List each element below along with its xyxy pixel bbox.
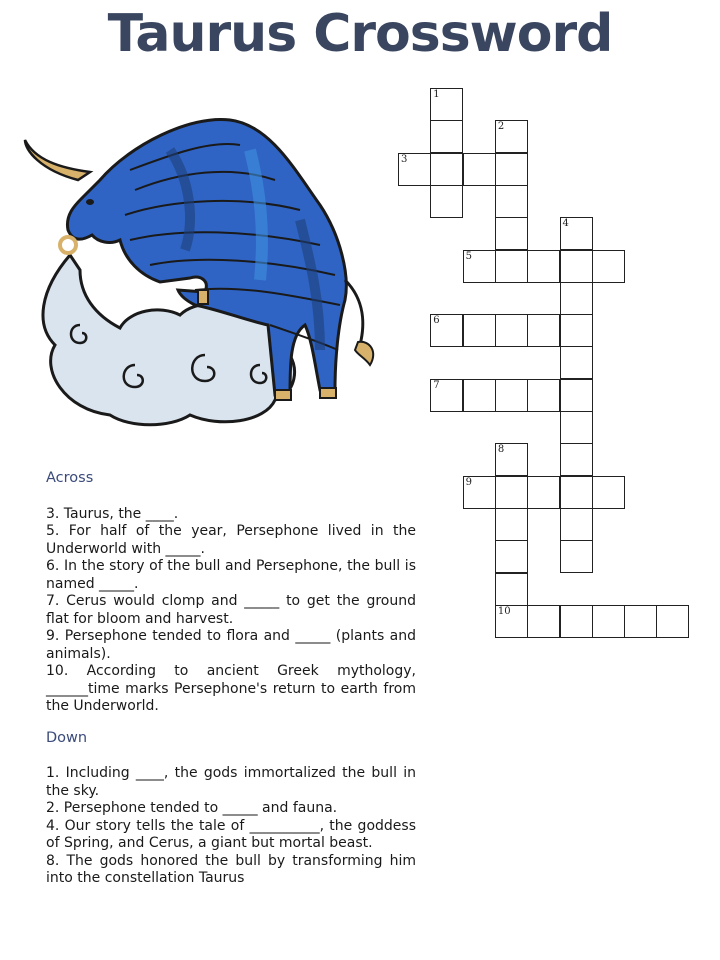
across-clue-5: 5. For half of the year, Persephone lived in the Underworld with _____. bbox=[46, 523, 416, 557]
crossword-cell[interactable] bbox=[624, 605, 657, 638]
crossword-cell[interactable] bbox=[463, 314, 496, 347]
crossword-cell[interactable] bbox=[527, 250, 560, 283]
clues-panel bbox=[46, 470, 416, 888]
down-clue-2: 2. Persephone tended to _____ and fauna. bbox=[46, 800, 338, 816]
crossword-cell[interactable] bbox=[463, 379, 496, 412]
crossword-cell[interactable] bbox=[656, 605, 689, 638]
clue-number: 5 bbox=[465, 250, 472, 262]
crossword-cell[interactable] bbox=[495, 573, 528, 606]
crossword-cell[interactable] bbox=[430, 185, 463, 218]
crossword-cell[interactable] bbox=[463, 153, 496, 186]
crossword-cell[interactable] bbox=[527, 605, 560, 638]
across-clue-10: 10. According to ancient Greek mythology, ______time marks Persephone's return to earth from the Underworld. bbox=[46, 663, 416, 714]
across-clue-3: 3. Taurus, the ____. bbox=[46, 505, 179, 522]
crossword-cell[interactable] bbox=[560, 508, 593, 541]
crossword-cell[interactable] bbox=[430, 153, 463, 186]
clue-number: 4 bbox=[562, 218, 569, 230]
crossword-cell[interactable] bbox=[560, 346, 593, 379]
down-clue-4: 4. Our story tells the tale of __________, the goddess of Spring, and Cerus, a giant but mortal beast. bbox=[46, 817, 416, 851]
crossword-cell[interactable] bbox=[495, 476, 528, 509]
crossword-cell[interactable] bbox=[495, 443, 528, 476]
clue-number: 10 bbox=[497, 605, 511, 617]
crossword-cell[interactable] bbox=[560, 443, 593, 476]
crossword-cell[interactable] bbox=[560, 411, 593, 444]
crossword-cell[interactable] bbox=[430, 314, 463, 347]
crossword-cell[interactable] bbox=[430, 379, 463, 412]
crossword-cell[interactable] bbox=[495, 508, 528, 541]
crossword-cell[interactable] bbox=[592, 476, 625, 509]
crossword-cell[interactable] bbox=[463, 476, 496, 509]
clue-number: 9 bbox=[465, 476, 472, 488]
clue-number: 3 bbox=[401, 153, 408, 165]
crossword-cell[interactable] bbox=[495, 217, 528, 250]
crossword-cell[interactable] bbox=[430, 120, 463, 153]
crossword-cell[interactable] bbox=[495, 153, 528, 186]
crossword-cell[interactable] bbox=[495, 605, 528, 638]
crossword-cell[interactable] bbox=[560, 605, 593, 638]
crossword-cell[interactable] bbox=[527, 379, 560, 412]
crossword-cell[interactable] bbox=[495, 250, 528, 283]
across-clue-7: 7. Cerus would clomp and _____ to get the ground flat for bloom and harvest. bbox=[46, 593, 416, 627]
crossword-cell[interactable] bbox=[560, 217, 593, 250]
crossword-cell[interactable] bbox=[560, 540, 593, 573]
crossword-cell[interactable] bbox=[430, 88, 463, 121]
clue-number: 1 bbox=[433, 89, 440, 100]
crossword-cell[interactable] bbox=[495, 314, 528, 347]
crossword-cell[interactable] bbox=[592, 605, 625, 638]
taurus-bull-illustration bbox=[20, 110, 390, 430]
crossword-cell[interactable] bbox=[495, 540, 528, 573]
crossword-cell[interactable] bbox=[560, 476, 593, 509]
crossword-cell[interactable] bbox=[560, 282, 593, 315]
across-clue-6: 6. In the story of the bull and Persephone, the bull is named _____. bbox=[46, 558, 416, 592]
across-clue-9: 9. Persephone tended to flora and _____ (plants and animals). bbox=[46, 628, 416, 662]
down-heading: Down bbox=[46, 729, 88, 746]
clue-number: 7 bbox=[433, 379, 440, 391]
across-heading: Across bbox=[46, 470, 94, 486]
crossword-cell[interactable] bbox=[495, 185, 528, 218]
crossword-cell[interactable] bbox=[560, 250, 593, 283]
clue-number: 2 bbox=[497, 121, 505, 133]
down-clue-1: 1. Including ____, the gods immortalized the bull in the sky. bbox=[46, 765, 416, 799]
page-title: Taurus Crossword bbox=[107, 4, 613, 64]
crossword-cell[interactable] bbox=[527, 476, 560, 509]
crossword-cell[interactable] bbox=[560, 314, 593, 347]
crossword-cell[interactable] bbox=[495, 120, 528, 153]
crossword-cell[interactable] bbox=[463, 250, 496, 283]
clue-number: 8 bbox=[497, 444, 505, 456]
crossword-cell[interactable] bbox=[495, 379, 528, 412]
down-clue-8: 8. The gods honored the bull by transforming him into the constellation Taurus bbox=[46, 852, 416, 886]
crossword-cell[interactable] bbox=[527, 314, 560, 347]
clue-number: 6 bbox=[433, 315, 440, 327]
crossword-cell[interactable] bbox=[560, 379, 593, 412]
crossword-cell[interactable] bbox=[398, 153, 431, 186]
crossword-cell[interactable] bbox=[592, 250, 625, 283]
